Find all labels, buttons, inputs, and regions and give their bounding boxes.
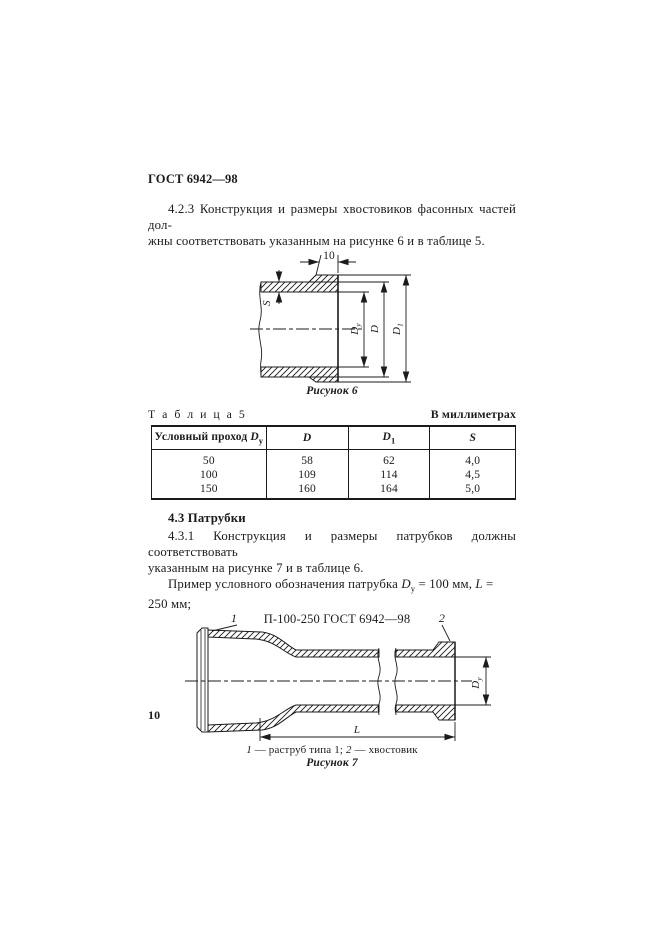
fig6-ext bbox=[316, 255, 321, 275]
table-cell: 58 bbox=[266, 449, 348, 467]
section-4-3-title: 4.3 Патрубки bbox=[168, 510, 246, 525]
fig7-dimDy-label: $D_у$ bbox=[470, 677, 484, 689]
fig7-designation: П-100-250 ГОСТ 6942—98 bbox=[263, 612, 411, 627]
table5-header-row bbox=[148, 407, 516, 422]
table5-col1-header: Условный проход $D_у$ bbox=[152, 426, 267, 449]
table-cell: 4,0 bbox=[430, 449, 516, 467]
table5 bbox=[151, 425, 516, 500]
table5-head bbox=[152, 426, 516, 449]
table-cell: 160 bbox=[266, 483, 348, 499]
paragraph-line: указанным на рисунке 7 и в таблице 6. bbox=[148, 560, 364, 575]
paragraph-line: 4.3.1 Конструкция и размеры патрубков должны соответствовать bbox=[148, 528, 516, 559]
fig7-callout-2: 2 bbox=[438, 611, 446, 626]
figure7-drawing bbox=[150, 610, 520, 744]
table5-col3-header: $D_1$ bbox=[348, 426, 430, 449]
figure6-caption: Рисунок 6 bbox=[306, 385, 358, 397]
fig6-dimS-label: S bbox=[261, 300, 273, 306]
fig7-socket-rim bbox=[197, 628, 208, 732]
table5-col2-header: D bbox=[266, 426, 348, 449]
fig7-leader-2 bbox=[442, 625, 450, 641]
fig6-dimD-label: D bbox=[369, 324, 381, 334]
fig6-dim10-label: 10 bbox=[323, 250, 335, 262]
table-cell: 4,5 bbox=[430, 467, 516, 483]
doc-header: ГОСТ 6942—98 bbox=[148, 172, 238, 186]
table-row bbox=[152, 467, 516, 483]
paragraph-4-3-1 bbox=[148, 528, 516, 576]
fig6-top-wall bbox=[261, 282, 338, 292]
table-row bbox=[152, 483, 516, 499]
table-cell: 5,0 bbox=[430, 483, 516, 499]
table-row bbox=[152, 449, 516, 467]
fig7-callout-1: 1 bbox=[230, 611, 238, 626]
page-content bbox=[148, 172, 516, 769]
table-cell: 150 bbox=[152, 483, 267, 499]
table5-header bbox=[152, 426, 516, 449]
table5-body bbox=[152, 449, 516, 499]
fig6-dimDy-label: $D_у$ bbox=[349, 323, 363, 335]
fig6-break-line bbox=[259, 282, 262, 377]
table-cell: 62 bbox=[348, 449, 430, 467]
table5-label: Т а б л и ц а 5 bbox=[148, 407, 247, 421]
table-cell: 109 bbox=[266, 467, 348, 483]
fig7-dimL-label: L bbox=[353, 724, 361, 737]
fig6-bottom-bead bbox=[309, 377, 338, 382]
page-number: 10 bbox=[148, 708, 161, 722]
figure7-caption: Рисунок 7 bbox=[306, 757, 358, 770]
fig6-top-bead bbox=[309, 275, 338, 282]
fig7-right-top-wall bbox=[396, 642, 455, 657]
example-designation-line: Пример условного обозначения патрубка $D_у = 100$ мм, L = 250 мм; bbox=[148, 576, 494, 612]
fig7-top-wall bbox=[208, 630, 379, 657]
table5-col4-header: S bbox=[430, 426, 516, 449]
figure7-legend: 1 — раструб типа 1; 2 — хвостовик bbox=[246, 744, 418, 757]
table-cell: 50 bbox=[152, 449, 267, 467]
fig7-right-bottom-wall bbox=[396, 705, 455, 720]
table-cell: 114 bbox=[348, 467, 430, 483]
figure6-drawing bbox=[228, 249, 448, 389]
table-cell: 164 bbox=[348, 483, 430, 499]
fig6-dimD1-label: $D_1$ bbox=[391, 322, 405, 336]
paragraph-4-2-3 bbox=[148, 201, 516, 249]
paragraph-line: жны соответствовать указанным на рисунке 6 и в таблице 5. bbox=[148, 234, 485, 248]
fig6-bottom-wall bbox=[261, 367, 338, 377]
paragraph-line: 4.2.3 Конструкция и размеры хвостовиков фасонных частей дол- bbox=[148, 202, 516, 232]
table5-units: В миллиметрах bbox=[430, 407, 516, 421]
table-cell: 100 bbox=[152, 467, 267, 483]
